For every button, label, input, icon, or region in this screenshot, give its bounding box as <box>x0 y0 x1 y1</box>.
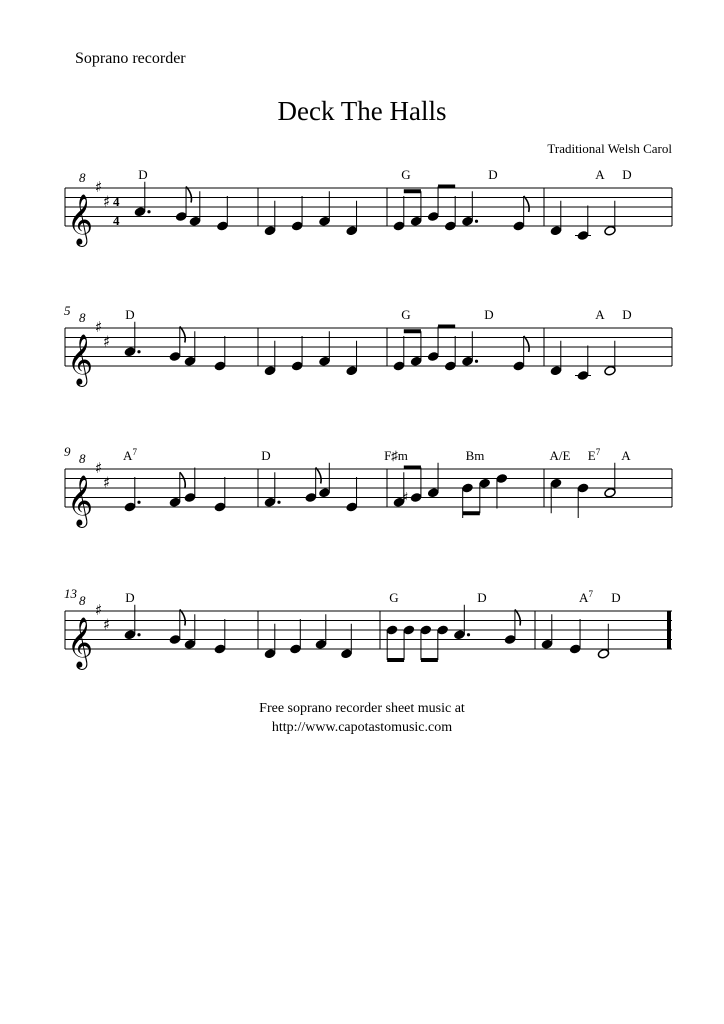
chord-symbol: G <box>401 167 411 182</box>
treble-clef-icon: 𝄞 <box>67 475 94 526</box>
dot-mark <box>137 633 140 636</box>
flag-mark <box>524 196 529 212</box>
chord-symbol: $E^7$ <box>587 447 601 463</box>
dot-mark <box>475 360 478 363</box>
song-title: Deck The Halls <box>277 96 447 126</box>
flag-mark <box>180 472 185 488</box>
dot-mark <box>147 210 150 213</box>
flag-mark <box>515 610 520 626</box>
time-sig-top: 4 <box>113 194 120 209</box>
staff-system <box>64 586 672 670</box>
chord-symbol: D <box>477 590 487 605</box>
key-sharp-icon: ♯ <box>95 318 103 336</box>
key-sharp-icon: ♯ <box>95 178 103 196</box>
dot-mark <box>137 350 140 353</box>
flag-mark <box>524 336 529 352</box>
octave-8-marker: 8 <box>79 593 86 608</box>
time-sig-bottom: 4 <box>113 213 120 228</box>
octave-8-marker: 8 <box>79 310 86 325</box>
flag-mark <box>180 327 185 343</box>
chord-symbol: A <box>595 167 605 182</box>
key-sharp-icon: ♯ <box>103 615 111 634</box>
chord-symbol: D <box>488 167 498 182</box>
dot-mark <box>467 633 470 636</box>
composer-credit: Traditional Welsh Carol <box>547 141 672 156</box>
instrument-label: Soprano recorder <box>75 50 186 67</box>
chord-symbol: A <box>621 448 631 463</box>
staff-system <box>64 444 672 528</box>
chord-symbol: D <box>484 307 494 322</box>
measure-number: 5 <box>64 303 71 318</box>
chord-symbol: Bm <box>465 448 485 463</box>
chord-symbol: F♯m <box>384 448 408 463</box>
dot-mark <box>277 501 280 504</box>
dot-mark <box>475 220 478 223</box>
chord-symbol: A/E <box>549 448 571 463</box>
chord-symbol: $A^7$ <box>123 447 137 463</box>
key-sharp-icon: ♯ <box>95 459 103 477</box>
staff-system <box>65 167 672 247</box>
flag-mark <box>180 610 185 626</box>
dot-mark <box>137 501 140 504</box>
chord-symbol: D <box>622 307 632 322</box>
chord-symbol: $A^7$ <box>579 589 593 605</box>
key-sharp-icon: ♯ <box>95 601 103 619</box>
octave-8-marker: 8 <box>79 170 86 185</box>
footer-url: http://www.capotastomusic.com <box>271 720 453 735</box>
octave-8-marker: 8 <box>79 451 86 466</box>
measure-number: 13 <box>64 586 77 601</box>
chord-symbol: G <box>401 307 411 322</box>
treble-clef-icon: 𝄞 <box>67 334 94 385</box>
final-barline <box>667 611 671 649</box>
key-sharp-icon: ♯ <box>103 473 111 492</box>
footer-text: Free soprano recorder sheet music at <box>259 701 465 716</box>
key-sharp-icon: ♯ <box>103 192 111 211</box>
chord-symbol: A <box>595 307 605 322</box>
treble-clef-icon: 𝄞 <box>67 194 94 245</box>
chord-symbol: G <box>389 590 399 605</box>
chord-symbol: D <box>138 167 148 182</box>
key-sharp-icon: ♯ <box>103 332 111 351</box>
chord-symbol: D <box>611 590 621 605</box>
chord-symbol: D <box>125 307 135 322</box>
staff-system <box>64 303 672 387</box>
flag-mark <box>186 187 191 203</box>
chord-symbol: D <box>622 167 632 182</box>
measure-number: 9 <box>64 444 71 459</box>
chord-symbol: D <box>125 590 135 605</box>
chord-symbol: D <box>261 448 271 463</box>
accidental-sharp-icon: ♯ <box>402 490 409 506</box>
treble-clef-icon: 𝄞 <box>67 617 94 668</box>
flag-mark <box>316 468 321 484</box>
